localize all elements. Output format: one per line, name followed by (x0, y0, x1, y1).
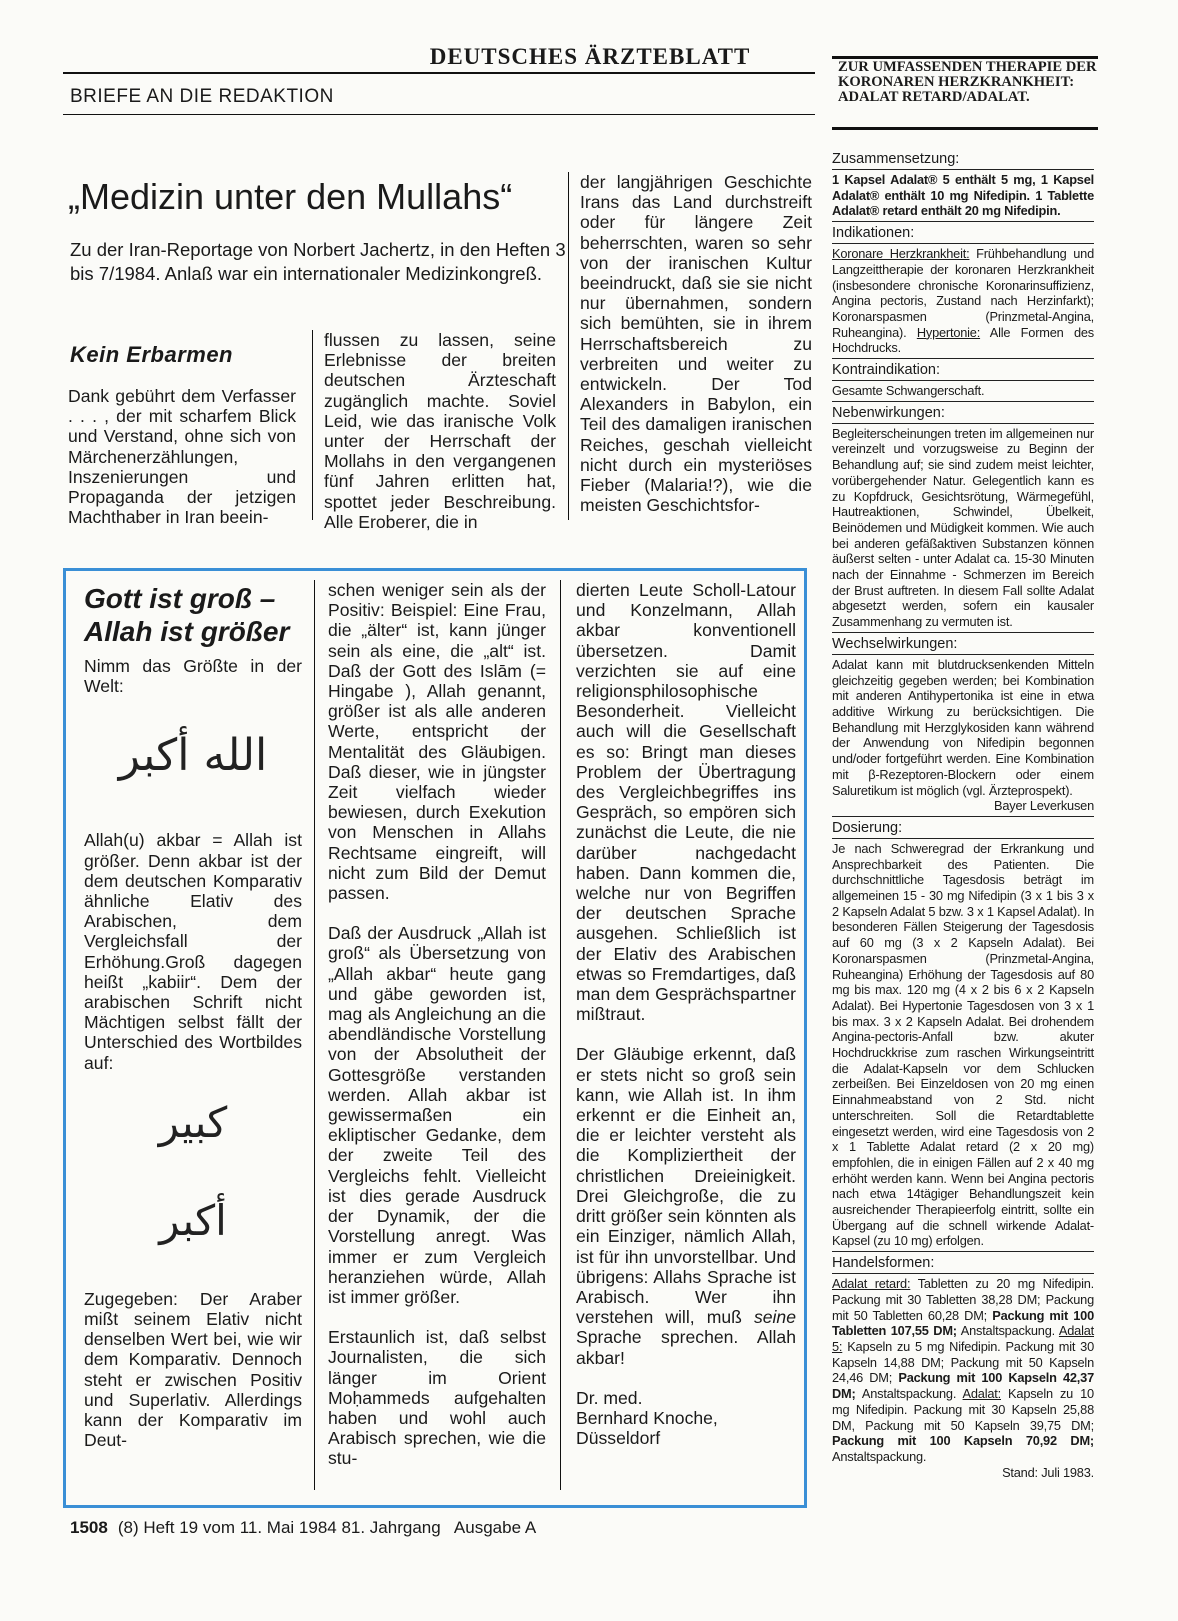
divider (832, 632, 1094, 633)
text-run: Kapseln zu 5 mg Nifedipin. Packung mit 30 Kapseln 14,88 DM; Packung mit 50 Kapseln 24,46 DM; (832, 1339, 1094, 1386)
paragraph: Erstaunlich ist, daß selbst Journalisten, die sich länger im Orient Moḥammeds aufgehalten haben und wohl auch Arabisch sprechen, wie die stu- (328, 1327, 546, 1469)
divider (832, 838, 1094, 839)
emphasis: seine (753, 1307, 796, 1328)
text-run: Adalat 5: (832, 1323, 1094, 1354)
intro-text: Zu der Iran-Reportage von Norbert Jachertz, in den Heften 3 bis 7/1984. Anlaß war ein internationaler Medizinkongreß. (70, 239, 566, 284)
heading-indikationen: Indikationen: (832, 225, 915, 242)
masthead: DEUTSCHES ÄRZTEBLATT (429, 44, 751, 69)
text-run: Anstaltspackung. (855, 1386, 963, 1402)
text-run: Anstaltspackung. (832, 1448, 927, 1464)
divider (832, 243, 1094, 244)
paragraph (576, 1044, 796, 1367)
text-run: Adalat kann mit blutdrucksenkenden Mitteln gleichzeitig gegeben werden; bei Kombination mit anderen Antihypertonika ist eine in etwa additive Wirkung zu berücksichtigen. Die Behandlung mit Herzglykosiden kann während der Anwendung von Nifedipin begonnen und/oder fortgeführt werden. Eine Kombination mit β-Rezeptoren-Blockern oder einem Saluretikum ist möglich (vgl. Ärzteprospekt). (832, 656, 1094, 798)
text-run: Anstaltspackung. (956, 1323, 1059, 1339)
heading-kontraindikation: Kontraindikation: (832, 362, 941, 379)
text-run: Sprache sprechen. Allah akbar! (576, 1327, 796, 1368)
text-run: Tabletten zu 20 mg Nifedipin. Packung mit 30 Tabletten 38,28 DM; Packung mit 50 Tabletten 60,28 DM; (832, 1276, 1094, 1323)
divider (832, 423, 1094, 424)
text-run: Adalat: (962, 1386, 1001, 1402)
page-number: 1508 (70, 1518, 108, 1537)
signature-city: Düsseldorf (576, 1428, 661, 1449)
text-indikationen (832, 246, 1094, 356)
text-run: Alle Formen des Hochdrucks. (832, 324, 1094, 356)
text-handelsformen (832, 1276, 1094, 1464)
signature (576, 1388, 796, 1449)
section-rule (63, 114, 815, 115)
arabic-calligraphy-akbar: أكبر (159, 1195, 227, 1245)
heading-wechselwirkungen: Wechselwirkungen: (832, 635, 958, 652)
column-divider (568, 172, 569, 520)
headline: „Medizin unter den Mullahs“ (68, 176, 513, 217)
text-run: Adalat retard: (832, 1276, 911, 1292)
text-nebenwirkungen: Begleiterscheinungen treten im allgemeinen nur vereinzelt und vorzugsweise zu Beginn der Behandlung auf; sie sind zudem meist leichter, vorübergehender Natur. Gelegentlich kann es zu Kopfdruck, Gesichtsrötung, Wärmegefühl, Hautreaktionen, Schwindel, Übelkeit, Beinödemen und Müdigkeit kommen. Wie auch bei anderen gefäßaktiven Substanzen können äußerst selten - unter Adalat ca. 15-30 Minuten nach der Einnahme - Schmerzen im Bereich der Brust auftreten. In diesem Fall sollte Adalat abgesetzt werden, sofern ein kausaler Zusammenhang zu vermuten ist. (832, 425, 1094, 630)
divider (832, 1251, 1094, 1252)
text-run: Hypertonie: (916, 324, 981, 340)
text-run: Packung mit 100 Tabletten 107,55 DM; (832, 1307, 1094, 1339)
letter2-col2 (328, 580, 546, 1489)
page-footer (70, 1518, 536, 1538)
paragraph: Allah(u) akbar = Allah ist größer. Denn akbar ist der dem deutschen Komparativ ähnliche Elativ des Arabischen, dem Vergleichsfall der Erhöhung.Groß dagegen heißt „kabiir“. Dem der arabischen Schrift nicht Mächtigen selbst fällt der Unterschied des Wortbildes auf: (84, 830, 302, 1073)
heading-handelsformen: Handelsformen: (832, 1255, 935, 1272)
text-wechselwirkungen (832, 656, 1094, 814)
divider (832, 358, 1094, 359)
column-divider (560, 580, 561, 1490)
text-run: Der Gläubige erkennt, daß er stets nicht so groß sein kann, wie Allah ist. In ihm erkennt er die Einheit an, die er leichter versteht als die Kompliziertheit der christlichen Dreieinigkeit. Drei Gleichgroße, die zu dritt größer sein könnten als ein Einziger, nämlich Allah, ist für ihn unvorstellbar. Und übrigens: Allahs Sprache ist Arabisch. Wer ihn verstehen will, muß (576, 1044, 796, 1328)
divider (832, 221, 1094, 222)
text-run: Frühbehandlung und Langzeittherapie der koronaren Herzkrankheit (insbesondere chronische Koronarinsuffizienz, Angina pectoris, Zustand nach Herzinfarkt); Koronarspasmen (Prinzmetal-Angina, Ruheangina). (832, 246, 1094, 340)
heading-nebenwirkungen: Nebenwirkungen: (832, 404, 945, 421)
divider (832, 1273, 1094, 1274)
column-divider (312, 330, 313, 520)
text-run: Kapseln zu 10 mg Nifedipin. Packung mit 30 Kapseln 25,88 DM, Packung mit 50 Kapseln 39,75 DM; (832, 1386, 1094, 1433)
sidebar-content (832, 150, 1094, 1480)
divider (832, 816, 1094, 817)
sidebar-title: ZUR UMFASSENDEN THERAPIE DER KORONAREN HERZKRANKHEIT: ADALAT RETARD/ADALAT. (838, 59, 1097, 105)
letter1-col1: Dank gebührt dem Verfasser . . . , der mit scharfem Blick und Verstand, ohne sich von Märchenerzählungen, Inszenierungen und Propaganda der jetzigen Machthaber in Iran beein- (68, 386, 296, 528)
letter2-col3 (576, 580, 796, 1448)
letter2-title (84, 582, 314, 648)
text-dosierung: Je nach Schweregrad der Erkrankung und Ansprechbarkeit des Patienten. Die durchschnittliche Tagesdosis beträgt im allgemeinen 15 - 30 mg Nifedipin (3 x 1 bis 3 x 2 Kapseln Adalat 5 bzw. 3 x 1 Kapsel Adalat). In besonderen Fällen Steigerung der Tagesdosis auf 60 mg (3 x 2 Kapseln Adalat). Bei Koronarspasmen (Prinzmetal-Angina, Ruheangina) Erhöhung der Tagesdosis auf 80 mg bis max. 120 mg (4 x 2 bis 6 x 2 Kapseln Adalat). Bei Hypertonie Tagesdosen von 3 x 1 bis max. 3 x 2 Kapseln Adalat. Bei drohendem Angina-pectoris-Anfall bzw. akuter Hochdruckkrise zum raschen Wirkungseintritt die Adalat-Kapseln vor dem Schlucken zerbeißen. Bei Einzeldosen von 20 mg einen Einnahmeabstand von 2 Std. nicht unterschreiten. Soll die Retardtablette eingesetzt werden, wird eine Tagesdosis von 2 x 1 Tablette Adalat retard (2 x 20 mg) empfohlen, die in einigen Fällen auf 2 x 40 mg erhöht werden kann. Wenn bei Angina pectoris nach etwa 14tägiger Behandlungszeit kein ausreichender Therapieerfolg eintritt, sollte ein Übergang auf die schnell wirkende Adalat-Kapsel (zu 10 mg) erfolgen. (832, 840, 1094, 1249)
divider (832, 654, 1094, 655)
masthead-rule (63, 72, 815, 74)
text-stand: Stand: Juli 1983. (1002, 1464, 1094, 1480)
text-kontraindikation: Gesamte Schwangerschaft. (832, 383, 985, 399)
signature-title: Dr. med. (576, 1387, 643, 1408)
signature-name: Bernhard Knoche, (576, 1407, 718, 1428)
section-title: BRIEFE AN DIE REDAKTION (70, 86, 334, 107)
heading-zusammensetzung: Zusammensetzung: (832, 151, 960, 167)
letter2-title-line2: Allah ist größer (84, 616, 290, 647)
letter1-subhead: Kein Erbarmen (70, 342, 233, 367)
letter2-col1 (84, 656, 302, 1450)
text-run: Packung mit 100 Kapseln 70,92 DM; (832, 1433, 1094, 1449)
heading-dosierung: Dosierung: (832, 819, 903, 836)
letter2-title-line1: Gott ist groß – (84, 583, 276, 614)
paragraph: dierten Leute Scholl-Latour und Konzelmann, Allah akbar konventionell übersetzen. Damit verzichten sie auf eine religionsphilosophische Besonderheit. Vielleicht auch will die Gesellschaft es so: Bringt man dieses Problem der Übertragung des Vergleichbegriffes ins Gespräch, so empören sich zunächst die Leute, die nie darüber nachgedacht haben. Dann kommen die, welche nur von Begriffen der deutschen Sprache ausgehen. Schließlich ist der Elativ des Arabischen etwas so Fremdartiges, daß man dem Gesprächspartner mißtraut. (576, 580, 796, 1025)
column-divider (314, 580, 315, 1490)
letter1-col3: der langjährigen Geschichte Irans das Land durchstreift oder für längere Zeit beherrschten, waren so sehr von der iranischen Kultur beeindruckt, daß sie sie nicht nur übernahmen, sondern sich bemühten, sie in ihrem Herrschaftsbereich zu verbreiten und weiter zu entwickeln. Der Tod Alexanders in Babylon, ein Teil des damaligen iranischen Reiches, geschah vielleicht nicht durch ein mysteriöses Fieber (Malaria!?), wie die meisten Geschichtsfor- (580, 172, 812, 516)
text-run: Koronare Herzkrankheit: (832, 246, 970, 262)
text-run: Packung mit 100 Kapseln 42,37 DM; (832, 1370, 1094, 1402)
paragraph: Daß der Ausdruck „Allah ist groß“ als Übersetzung von „Allah akbar“ heute gang und gäbe geworden ist, mag als Angleichung an die abendländische Vorstellung von der Absolutheit der Gottesgröße verstanden werden. Allah akbar ist gewissermaßen ein ekliptischer Gedanke, dem der zweite Teil des Vergleichs fehlt. Vielleicht ist dies gerade Ausdruck der Dynamik, der die Vorstellung anregt. Was immer er zum Vergleich heranziehen würde, Allah ist immer größer. (328, 923, 546, 1307)
letter1-col2: flussen zu lassen, seine Erlebnisse der breiten deutschen Ärzteschaft zugänglich machte. Soviel Leid, wie das iranische Volk unter der Herrschaft der Mollahs in den vergangenen fünf Jahren erlitten hat, spottet jeder Beschreibung. Alle Eroberer, die in (324, 330, 556, 532)
divider (832, 401, 1094, 402)
manufacturer: Bayer Leverkusen (994, 798, 1094, 814)
issue-info: (8) Heft 19 vom 11. Mai 1984 81. Jahrgang Ausgabe A (117, 1518, 537, 1537)
divider (832, 169, 1094, 170)
paragraph: Nimm das Größte in der Welt: (84, 656, 302, 697)
arabic-calligraphy-kabiir: كبير (158, 1097, 228, 1147)
paragraph: Zugegeben: Der Araber mißt seinem Elativ nicht denselben Wert bei, wie wir dem Komparativ. Dennoch steht er zwischen Positiv und Superlativ. Allerdings kann der Komparativ im Deut- (84, 1288, 302, 1451)
divider (832, 380, 1094, 381)
text-zusammensetzung: 1 Kapsel Adalat® 5 enthält 5 mg, 1 Kapsel Adalat® enthält 10 mg Nifedipin. 1 Tablette Adalat® retard enthält 20 mg Nifedipin. (832, 172, 1094, 219)
sidebar-title-rule (832, 127, 1098, 130)
arabic-calligraphy-allahu-akbar: الله أكبر (118, 730, 268, 782)
paragraph: schen weniger sein als der Positiv: Beispiel: Eine Frau, die „älter“ ist, kann jünger sein als eine, die „alt“ ist. Daß der Gott des Islām (= Hingabe ), Allah genannt, größer ist als alle anderen Werte, entspricht der Mentalität des Gläubigen. Daß dieser, wie in jüngster Zeit vielfach wieder bewiesen, durch Exekution von Menschen in Allahs Rechtsame eingreift, will nicht zum Bild der Demut passen. (328, 580, 546, 904)
